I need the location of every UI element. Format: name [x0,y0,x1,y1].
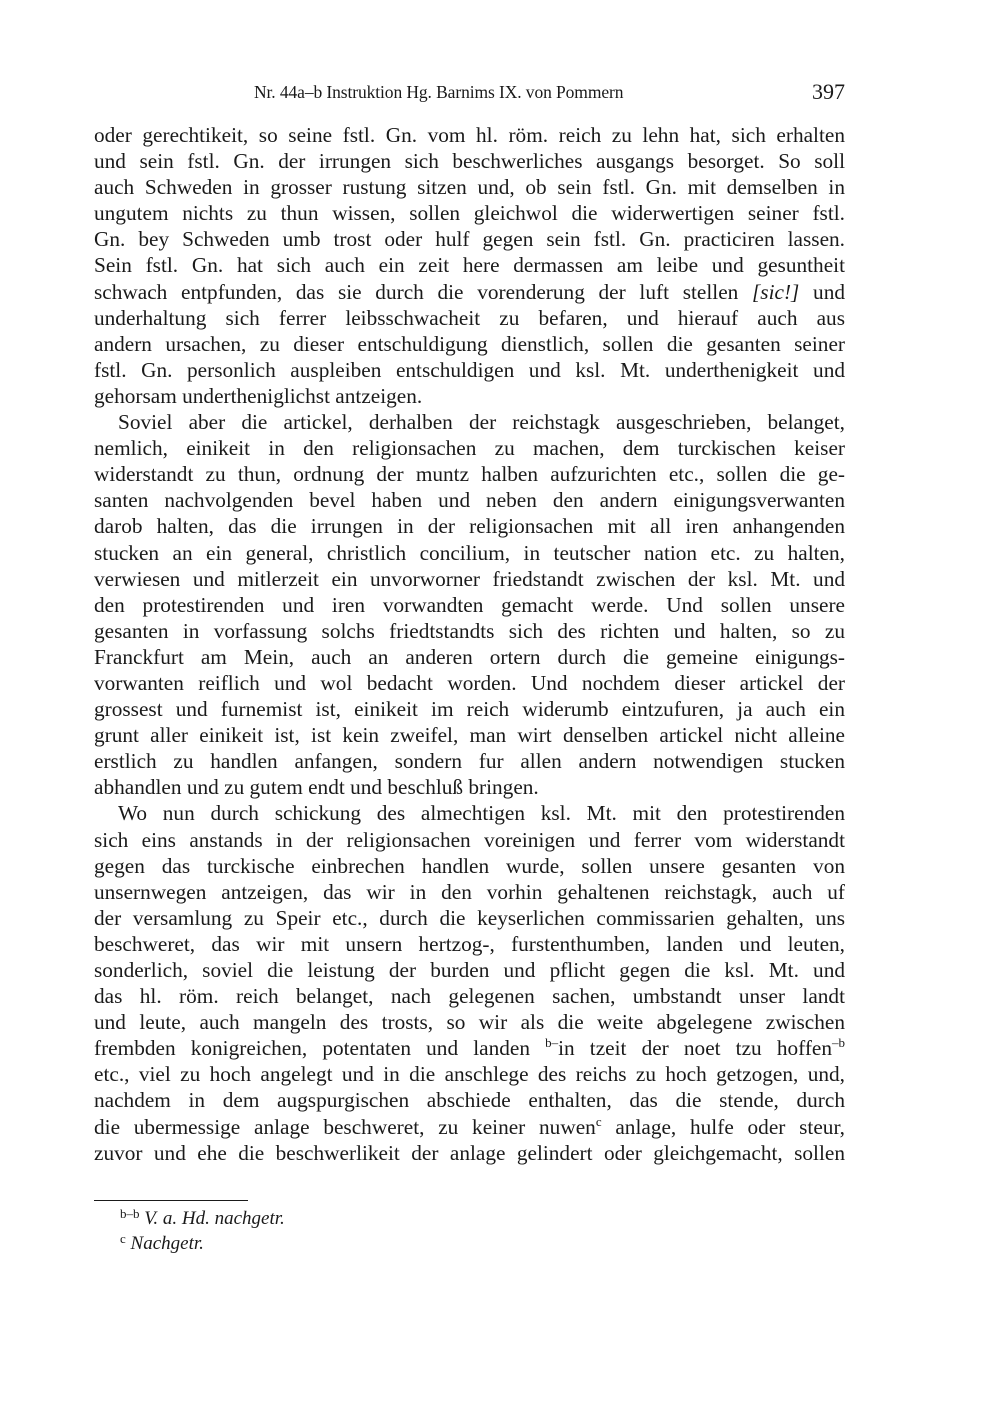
text-line: sich eins anstands in der religionsachen voreinigen und ferrer vom widerstandt [94,827,845,852]
line-text: anlage, hulfe oder steur, [615,1114,846,1139]
text-line: gesanten in vorfassung solchs friedtstandts sich des richten und halten, so zu [94,618,845,643]
footnote-mark-c: c [595,1113,602,1129]
text-line: nemlich, einikeit in den religionsachen zu machen, dem turckischen keiser [94,436,845,461]
text-line: abhandlen und zu gutem endt und beschluß bringen. [94,775,539,800]
text-line: verwiesen und mitlerzeit ein unvorworner friedstandt zwischen der ksl. Mt. und [94,566,845,591]
footnote-mark: c [120,1231,126,1246]
footnote-mark: b–b [120,1206,140,1221]
text-line: der versamlung zu Speir etc., durch die keyserlichen commissarien gehalten, uns [94,905,845,930]
footnote-mark-b-open: b– [545,1035,559,1051]
footnotes [120,1206,285,1256]
running-header [94,80,845,108]
text-line: beschweret, das wir mit unsern hertzog-, furstenthumben, landen und leuten, [94,931,845,956]
text-line: gehorsam undertheniglichst antzeigen. [94,383,423,408]
text-line: das hl. röm. reich belanget, nach gelegenen sachen, umbstandt unser landt [94,984,845,1009]
text-line: vorwanten reiflich und wol bedacht worden. Und nochdem dieser artickel der [94,670,845,695]
text-line: Gn. bey Schweden umb trost oder hulf gegen sein fstl. Gn. practiciren lassen. [94,227,845,252]
text-line: darob halten, das die irrungen in der religionsachen mit all iren anhangenden [94,514,845,539]
text-line: auch Schweden in grosser rustung sitzen und, ob sein fstl. Gn. mit demselben in [94,175,845,200]
text-line: nachdem in dem augspurgischen abschiede enthalten, das die stende, durch [94,1088,845,1113]
line-text: schwach entpfunden, das sie durch die vorenderung der luft stellen [94,279,739,304]
text-line [94,1114,845,1140]
line-text: die ubermessige anlage beschweret, zu keiner nuwen [94,1114,596,1139]
text-line: etc., viel zu hoch angelegt und in die anschlege des reichs zu hoch getzogen, und, [94,1062,845,1087]
text-line: andern ursachen, zu dieser entschuldigung dienstlich, sollen die gesanten seiner [94,331,845,356]
text-line: Franckfurt am Mein, auch an anderen ortern durch die gemeine einigungs- [94,644,845,669]
text-line: gegen das turckische einbrechen handlen wurde, sollen unsere gesanten von [94,853,845,878]
text-line: widerstandt zu thun, ordnung der muntz halben aufzurichten etc., sollen die ge- [94,462,845,487]
footnote-text: V. a. Hd. nachgetr. [144,1208,285,1229]
footnote-text: Nachgetr. [130,1233,204,1254]
editorial-sic: [sic!] [752,279,800,304]
text-line: ungutem nichts zu thun wissen, sollen gleichwol die widerwertigen seiner fstl. [94,201,845,226]
inserted-text: in tzeit der noet tzu hoffen [558,1036,833,1061]
text-line: fstl. Gn. personlich auspleiben entschuldigen und ksl. Mt. underthenigkeit und [94,357,845,382]
text-line: Wo nun durch schickung des almechtigen ksl. Mt. mit den protestirenden [118,801,845,826]
text-line: den protestirenden und iren vorwandten gemacht werde. Und sollen unsere [94,592,845,617]
text-line: grunt aller einikeit ist, ist kein zweifel, man wirt denselben artickel nicht alleine [94,723,845,748]
text-line: und leute, auch mangeln des trosts, so wir als die weite abgelegene zwischen [94,1010,845,1035]
text-line [94,1035,845,1061]
text-line: stucken an ein general, christlich concilium, in teutscher nation etc. zu halten, [94,540,845,565]
text-line: zuvor und ehe die beschwerlikeit der anlage gelindert oder gleichgemacht, sollen [94,1140,845,1165]
footnote-b [120,1206,285,1231]
footnote-mark-b-close: –b [832,1035,846,1051]
text-line: und sein fstl. Gn. der irrungen sich beschwerliches ausgangs besorget. So soll [94,149,845,174]
footnote-divider [94,1200,248,1201]
text-line: santen nachvolgenden bevel haben und neben den andern einigungsverwanten [94,488,845,513]
line-text: frembden konigreichen, potentaten und landen [94,1036,530,1061]
text-line [94,279,845,305]
text-line: underhaltung sich ferrer leibsschwacheit zu befaren, und hierauf auch aus [94,305,845,330]
running-title: Nr. 44a–b Instruktion Hg. Barnims IX. von Pommern [254,82,624,102]
text-line: Soviel aber die artickel, derhalben der reichstagk ausgeschrieben, belanget, [118,410,845,435]
footnote-c [120,1231,285,1256]
main-text [94,122,845,1166]
text-line: grossest und furnemist ist, einikeit im reich widerumb eintzufuren, ja auch ein [94,697,845,722]
text-line: sonderlich, soviel die leistung der burden und pflicht gegen die ksl. Mt. und [94,958,845,982]
text-line: oder gerechtikeit, so seine fstl. Gn. vom hl. röm. reich zu lehn hat, sich erhalten [94,123,845,147]
text-line: erstlich zu handlen anfangen, sondern fur allen andern notwendigen stucken [94,749,845,774]
line-text: und [813,279,845,304]
text-line: Sein fstl. Gn. hat sich auch ein zeit here dermassen am leibe und gesuntheit [94,253,845,278]
page-number: 397 [812,79,845,104]
text-line: unsernwegen antzeigen, das wir in den vorhin gehaltenen reichstagk, auch uf [94,879,845,904]
